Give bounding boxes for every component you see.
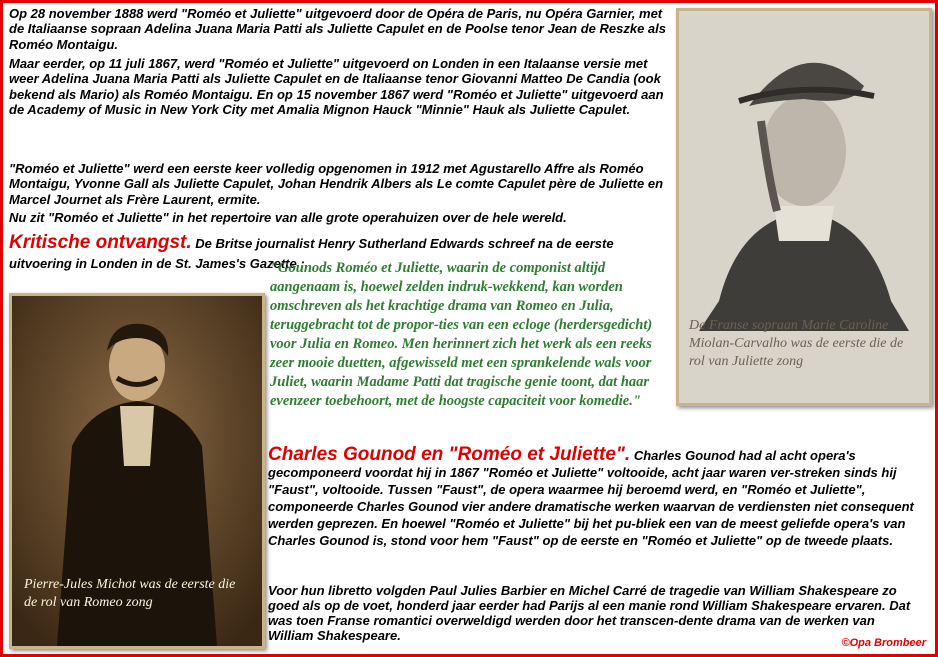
paragraph-2: Maar eerder, op 11 juli 1867, werd "Roméo et Juliette" uitgevoerd on Londen in een Italaanse versie met weer Adelina Juana Maria Patti als Juliette Capulet en de Italiaanse tenor Giovanni Matteo De Candia (ook bekend als Mario) als Roméo Montaigu. En op 15 november 1867 werd "Roméo et Juliette" uitgevoerd aan de Academy of Music in New York City met Amalia Mignon Hauck "Minnie" Hauk als Juliette Capulet. (9, 56, 664, 118)
section-gounod-body-2: Voor hun libretto volgden Paul Julies Barbier en Michel Carré de tragedie van William Shakespeare zo goed als op de voet, honderd jaar eerder had Parijs al een manie rond William Shakespeare ervaren. Dat was toen Franse romantici overweldigd werden door het transcen-dente drama van de werken van William Shakespeare. (268, 583, 911, 643)
copyright-text: ©Opa Brombeer (841, 637, 926, 649)
section-gounod-body-1: Charles Gounod had al acht opera's gecomponeerd voordat hij in 1867 "Roméo et Juliette" voltooide, acht jaar waren ver-streken sinds hij "Faust", voltooide. Tussen "Faust", de opera waarmee hij beroemd werd, en "Roméo et Juliette", componeerde Charles Gounod vier andere dramatische werken waarvan de verdiensten niet consequent werden geprezen. En hoewel "Roméo et Juliette" bij het pu-bliek een van de meest geliefde opera's van Charles Gounod is, stond voor hem "Faust" op de eerste en "Roméo et Juliette" op de tweede plaats. (268, 448, 914, 548)
critic-quote: "Gounods Roméo et Juliette, waarin de componist altijd aangenaam is, hoewel zelden indruk-wekkend, kan worden omschreven als het krachtige drama van Romeo en Julia, teruggebracht tot de propor-ties van een ecloge (herdersgedicht) voor Julia en Romeo. Men herinnert zich het werk als een reeks zeer mooie duetten, afgewisseld met een sprankelende wals voor Juliet, waarin Madame Patti dat tragische genie toont, dat haar evenzeer toebehoort, met de hoogste capaciteit voor komedie." (270, 260, 653, 409)
caption-soprano: De Franse sopraan Marie Caroline Miolan-Carvalho was de eerste die de rol van Juliette zong (689, 318, 904, 369)
paragraph-1: Op 28 november 1888 werd "Roméo et Juliette" uitgevoerd door de Opéra de Paris, nu Opéra Garnier, met de Italiaanse sopraan Adelina Juana Maria Patti als Juliette Capulet en de Poolse tenor Jean de Reszke als Roméo Montaigu. (9, 6, 666, 52)
section-heading-critical: Kritische ontvangst. (9, 232, 192, 253)
paragraph-4: Nu zit "Roméo et Juliette" in het repertoire van alle grote operahuizen over de hele wereld. (9, 210, 567, 225)
section-intro-text: De Britse journalist Henry Sutherland Edwards schreef na de eerste uitvoering in Londen in de St. James's Gazette : (9, 236, 614, 271)
paragraph-3: "Roméo et Juliette" werd een eerste keer volledig opgenomen in 1912 met Agustarello Affre als Roméo Montaigu, Yvonne Gall als Juliette Capulet, Johan Hendrik Albers als Le comte Capulet père de Juliette en Marcel Journet als Frère Laurent, ermite. (9, 161, 664, 207)
photo-tenor (9, 293, 265, 649)
photo-soprano (676, 8, 932, 406)
caption-tenor: Pierre-Jules Michot was de eerste die de rol van Romeo zong (24, 577, 236, 610)
section-gounod (268, 446, 923, 549)
section-heading-gounod: Charles Gounod en "Roméo et Juliette". (268, 444, 631, 465)
